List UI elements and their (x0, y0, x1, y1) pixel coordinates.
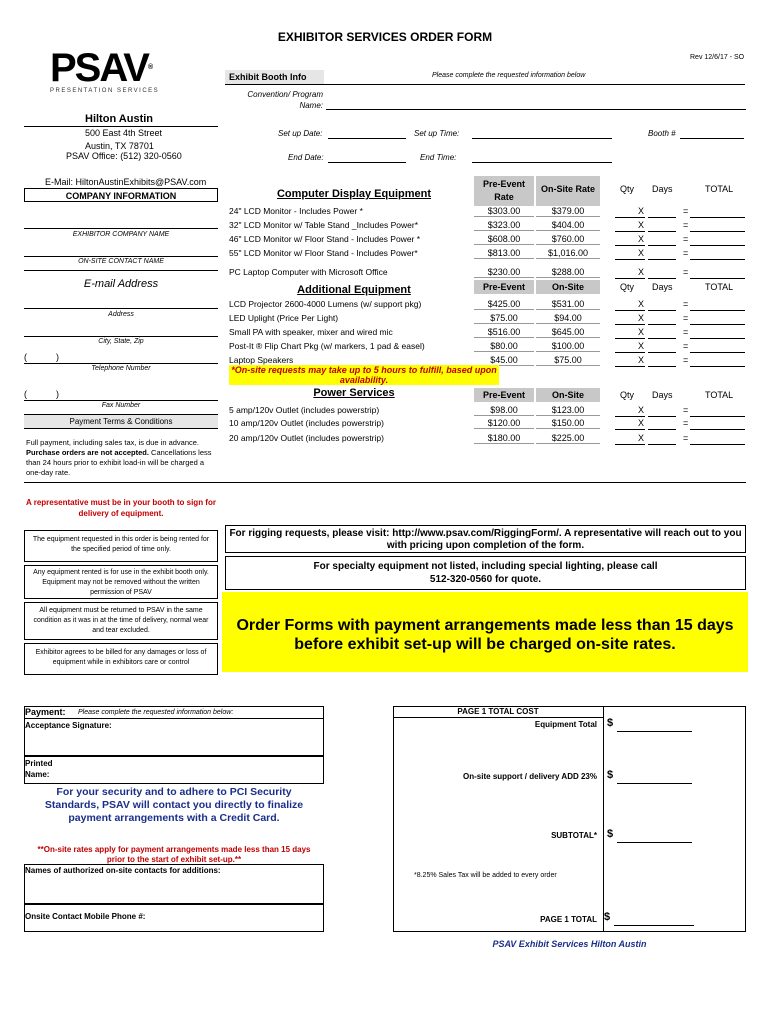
end-time-label: End Time: (420, 153, 457, 162)
power-qty-header: Qty (620, 390, 635, 400)
phone-paren-open: ( (24, 352, 27, 362)
fax-input[interactable] (24, 400, 218, 401)
power-equals-sign: = (683, 405, 689, 415)
venue-address2: Austin, TX 78701 (85, 141, 154, 151)
additional-times-sign: X (638, 341, 645, 351)
exhibitor-name-input[interactable] (24, 228, 218, 229)
additional-times-sign: X (638, 313, 645, 323)
term-booth-only: Any equipment rented is for use in the exhibit booth only. Equipment may not be removed without the written permission of PSAV (24, 565, 218, 599)
onsite-rate-header: On-Site Rate (536, 176, 600, 206)
power-onsite-price: $225.00 (536, 433, 600, 444)
computer-days-input[interactable] (648, 259, 676, 260)
section-divider (24, 482, 746, 483)
computer-qty-input[interactable] (615, 245, 645, 246)
additional-onsite-price: $75.00 (536, 355, 600, 366)
venue-office: PSAV Office: (512) 320-0560 (66, 151, 182, 161)
subtotal-dollar: $ (607, 828, 614, 840)
contact-name-label: ON-SITE CONTACT NAME (78, 258, 164, 265)
computer-pre-price: $230.00 (474, 267, 534, 278)
power-pre-price: $98.00 (474, 405, 534, 416)
additional-days-input[interactable] (648, 324, 676, 325)
page-title: EXHIBITOR SERVICES ORDER FORM (277, 30, 493, 44)
computer-equals-sign: = (683, 248, 689, 258)
additional-item-name: Laptop Speakers (229, 355, 294, 365)
onsite-support-label: On-site support / delivery ADD 23% (463, 772, 597, 781)
additional-item-name: Small PA with speaker, mixer and wired mic (229, 327, 393, 337)
power-total-input[interactable] (690, 429, 745, 430)
computer-days-input[interactable] (648, 278, 676, 279)
computer-equals-sign: = (683, 220, 689, 230)
computer-item-name: PC Laptop Computer with Microsoft Office (229, 267, 388, 277)
additional-qty-header: Qty (620, 282, 635, 292)
total-header: TOTAL (705, 184, 734, 194)
additional-pre-header: Pre-Event (474, 280, 534, 294)
onsite-request-note: *On-site requests may take up to 5 hours to fulfill, based upon availability. (229, 365, 499, 385)
total-cost-panel (393, 706, 746, 932)
term-return-condition: All equipment must be returned to PSAV in the same condition as it was in at the time of delivery, normal wear and tear excluded. (24, 602, 218, 640)
payment-terms-header: Payment Terms & Conditions (24, 414, 218, 429)
power-section-header: Power Services (313, 387, 395, 399)
venue-address1: 500 East 4th Street (85, 128, 163, 138)
payment-note: Please complete the requested information below: (78, 709, 234, 716)
onsite-support-input[interactable] (617, 783, 692, 784)
booth-info-label: Exhibit Booth Info (225, 70, 324, 85)
page-total-dollar: $ (604, 911, 611, 923)
additional-pre-price: $516.00 (474, 327, 534, 338)
term-rental-period: The equipment requested in this order is being rented for the specified period of time only. (24, 530, 218, 562)
fax-paren-open: ( (24, 389, 27, 399)
additional-times-sign: X (638, 299, 645, 309)
power-item-name: 10 amp/120v Outlet (includes powerstrip) (229, 418, 384, 428)
computer-equals-sign: = (683, 234, 689, 244)
setup-time-label: Set up Time: (414, 129, 460, 138)
computer-times-sign: X (638, 267, 645, 277)
additional-equals-sign: = (683, 327, 689, 337)
payment-rule (24, 718, 324, 719)
total-cost-header: PAGE 1 TOTAL COST (457, 707, 539, 716)
printed-label: Printed (25, 759, 53, 768)
rigging-note: For rigging requests, please visit: http://www.psav.com/RiggingForm/. A representative will reach out to you with pricing upon completion of the form. (225, 525, 746, 553)
setup-time-input[interactable] (472, 138, 612, 139)
additional-qty-input[interactable] (615, 310, 645, 311)
payment-label: Payment: (25, 707, 66, 717)
additional-item-name: LCD Projector 2600-4000 Lumens (w/ support pkg) (229, 299, 422, 309)
venue-email: E-Mail: HiltonAustinExhibits@PSAV.com (45, 177, 207, 187)
additional-equals-sign: = (683, 313, 689, 323)
additional-total-input[interactable] (690, 366, 745, 367)
computer-item-name: 55" LCD Monitor w/ Floor Stand - Includes Power* (229, 248, 418, 258)
additional-total-input[interactable] (690, 352, 745, 353)
computer-days-input[interactable] (648, 217, 676, 218)
pci-security-note: For your security and to adhere to PCI Security Standards, PSAV will contact you directly to finalize payment arrangements with a Credit Card. (44, 786, 304, 824)
telephone-label: Telephone Number (91, 365, 151, 372)
equipment-total-label: Equipment Total (534, 720, 597, 729)
computer-total-input[interactable] (690, 278, 745, 279)
computer-item-name: 46" LCD Monitor w/ Floor Stand - Includes Power * (229, 234, 421, 244)
city-input[interactable] (24, 336, 218, 337)
power-times-sign: X (638, 405, 645, 415)
computer-total-input[interactable] (690, 245, 745, 246)
power-qty-input[interactable] (615, 444, 645, 445)
computer-onsite-price: $379.00 (536, 206, 600, 217)
computer-pre-price: $813.00 (474, 248, 534, 259)
additional-equals-sign: = (683, 299, 689, 309)
additional-equals-sign: = (683, 355, 689, 365)
name-label: Name: (25, 770, 50, 779)
fax-label: Fax Number (101, 402, 141, 409)
computer-total-input[interactable] (690, 217, 745, 218)
computer-times-sign: X (638, 220, 645, 230)
power-total-input[interactable] (690, 444, 745, 445)
additional-onsite-price: $531.00 (536, 299, 600, 310)
booth-info-rule (320, 84, 745, 85)
power-days-input[interactable] (648, 416, 676, 417)
computer-qty-input[interactable] (615, 259, 645, 260)
equipment-total-input[interactable] (617, 731, 692, 732)
acceptance-label: Acceptance Signature: (25, 721, 112, 730)
power-days-input[interactable] (648, 429, 676, 430)
additional-days-header: Days (652, 282, 673, 292)
computer-pre-price: $303.00 (474, 206, 534, 217)
logo-tagline: PRESENTATION SERVICES (50, 88, 160, 94)
computer-total-input[interactable] (690, 259, 745, 260)
additional-item-name: Post-It ® Flip Chart Pkg (w/ markers, 1 pad & easel) (229, 341, 425, 351)
computer-item-name: 32" LCD Monitor w/ Table Stand _Includes Power* (229, 220, 419, 230)
computer-item-name: 24" LCD Monitor - Includes Power * (229, 206, 363, 216)
convention-label: Convention/ Program Name: (247, 90, 323, 110)
computer-times-sign: X (638, 234, 645, 244)
city-label: City, State, Zip (98, 338, 144, 345)
convention-input[interactable] (326, 108, 746, 110)
address-input[interactable] (24, 308, 218, 309)
additional-qty-input[interactable] (615, 352, 645, 353)
power-total-input[interactable] (690, 416, 745, 417)
footer-venue: PSAV Exhibit Services Hilton Austin (492, 939, 647, 949)
power-item-name: 5 amp/120v Outlet (includes powerstrip) (229, 405, 380, 415)
additional-pre-price: $425.00 (474, 299, 534, 310)
computer-qty-input[interactable] (615, 278, 645, 279)
equipment-total-dollar: $ (607, 717, 614, 729)
additional-total-input[interactable] (690, 324, 745, 325)
logo-wordmark: PSAV® (50, 46, 152, 90)
power-times-sign: X (638, 433, 645, 443)
power-days-header: Days (652, 390, 673, 400)
power-qty-input[interactable] (615, 416, 645, 417)
setup-date-input[interactable] (328, 138, 406, 139)
computer-onsite-price: $288.00 (536, 267, 600, 278)
computer-onsite-price: $1,016.00 (536, 248, 600, 259)
additional-times-sign: X (638, 327, 645, 337)
sales-tax-note: *8.25% Sales Tax will be added to every order (414, 872, 557, 879)
computer-times-sign: X (638, 248, 645, 258)
additional-days-input[interactable] (648, 366, 676, 367)
power-pre-price: $120.00 (474, 418, 534, 429)
additional-days-input[interactable] (648, 338, 676, 339)
computer-days-input[interactable] (648, 245, 676, 246)
booth-number-input[interactable] (680, 138, 744, 139)
power-times-sign: X (638, 418, 645, 428)
terms-paragraph: Full payment, including sales tax, is due in advance. Purchase orders are not accepted. Cancellations less than 24 hours prior to exhibit load-in will be charged a one-day rate. (26, 438, 212, 477)
telephone-input[interactable] (24, 363, 218, 364)
power-qty-input[interactable] (615, 429, 645, 430)
additional-pre-price: $75.00 (474, 313, 534, 324)
additional-section-header: Additional Equipment (297, 284, 411, 296)
page-total-label: PAGE 1 TOTAL (540, 915, 597, 924)
specialty-note: For specialty equipment not listed, including special lighting, please call 512-320-0560 for quote. (225, 556, 746, 590)
power-equals-sign: = (683, 433, 689, 443)
end-date-input[interactable] (328, 162, 406, 163)
power-total-header: TOTAL (705, 390, 734, 400)
additional-onsite-price: $100.00 (536, 341, 600, 352)
additional-item-name: LED Uplight (Price Per Light) (229, 313, 339, 323)
power-pre-price: $180.00 (474, 433, 534, 444)
total-cost-rule (393, 717, 603, 718)
power-onsite-price: $150.00 (536, 418, 600, 429)
authorized-label: Names of authorized on-site contacts for additions: (25, 866, 221, 875)
pre-event-rate-header: Pre-Event Rate (474, 176, 534, 206)
subtotal-input[interactable] (617, 842, 692, 843)
computer-qty-input[interactable] (615, 217, 645, 218)
page-total-input[interactable] (614, 925, 694, 926)
end-date-label: End Date: (288, 153, 324, 162)
power-onsite-header: On-Site (536, 388, 600, 402)
additional-onsite-header: On-Site (536, 280, 600, 294)
additional-onsite-price: $94.00 (536, 313, 600, 324)
booth-info-note: Please complete the requested information below (432, 72, 586, 79)
computer-section-header: Computer Display Equipment (276, 188, 432, 200)
additional-times-sign: X (638, 355, 645, 365)
booth-number-label: Booth # (648, 129, 676, 138)
setup-date-label: Set up Date: (278, 129, 323, 138)
term-damages: Exhibitor agrees to be billed for any damages or loss of equipment while in exhibitors care or control (24, 643, 218, 675)
address-label: Address (108, 311, 134, 318)
email-label: E-mail Address (83, 278, 159, 290)
late-order-warning: Order Forms with payment arrangements made less than 15 days before exhibit set-up will be charged on-site rates. (222, 592, 748, 672)
computer-pre-price: $608.00 (474, 234, 534, 245)
venue-rule (24, 126, 218, 127)
power-item-name: 20 amp/120v Outlet (includes powerstrip) (229, 433, 384, 443)
company-info-header: COMPANY INFORMATION (24, 188, 218, 202)
contact-name-input[interactable] (24, 256, 218, 257)
qty-header: Qty (620, 184, 635, 194)
computer-equals-sign: = (683, 206, 689, 216)
printed-name-box[interactable] (24, 756, 324, 784)
additional-onsite-price: $645.00 (536, 327, 600, 338)
additional-qty-input[interactable] (615, 338, 645, 339)
additional-pre-price: $45.00 (474, 355, 534, 366)
phone-paren-close: ) (56, 352, 59, 362)
end-time-input[interactable] (472, 162, 612, 163)
representative-note: A representative must be in your booth to sign for delivery of equipment. (26, 498, 216, 518)
additional-days-input[interactable] (648, 352, 676, 353)
additional-pre-price: $80.00 (474, 341, 534, 352)
contact-rule (24, 270, 218, 271)
additional-total-input[interactable] (690, 338, 745, 339)
psav-logo (50, 48, 180, 96)
exhibitor-name-label: EXHIBITOR COMPANY NAME (72, 231, 170, 238)
additional-total-input[interactable] (690, 310, 745, 311)
additional-total-header: TOTAL (705, 282, 734, 292)
total-cost-divider (603, 706, 604, 932)
power-onsite-price: $123.00 (536, 405, 600, 416)
onsite-support-dollar: $ (607, 769, 614, 781)
computer-qty-input[interactable] (615, 231, 645, 232)
computer-onsite-price: $760.00 (536, 234, 600, 245)
computer-onsite-price: $404.00 (536, 220, 600, 231)
fax-paren-close: ) (56, 389, 59, 399)
additional-equals-sign: = (683, 341, 689, 351)
venue-name: Hilton Austin (85, 113, 154, 125)
power-pre-header: Pre-Event (474, 388, 534, 402)
mobile-label: Onsite Contact Mobile Phone #: (25, 912, 146, 921)
power-days-input[interactable] (648, 444, 676, 445)
additional-qty-input[interactable] (615, 366, 645, 367)
computer-pre-price: $323.00 (474, 220, 534, 231)
power-equals-sign: = (683, 418, 689, 428)
computer-days-input[interactable] (648, 231, 676, 232)
additional-qty-input[interactable] (615, 324, 645, 325)
computer-total-input[interactable] (690, 231, 745, 232)
days-header: Days (652, 184, 673, 194)
subtotal-label: SUBTOTAL* (551, 831, 597, 840)
additional-days-input[interactable] (648, 310, 676, 311)
revision-label: Rev 12/6/17 - SO (690, 54, 745, 61)
computer-times-sign: X (638, 206, 645, 216)
computer-equals-sign: = (683, 267, 689, 277)
onsite-rates-note: **On-site rates apply for payment arrangements made less than 15 days prior to the start of exhibit set-up.** (37, 845, 311, 864)
